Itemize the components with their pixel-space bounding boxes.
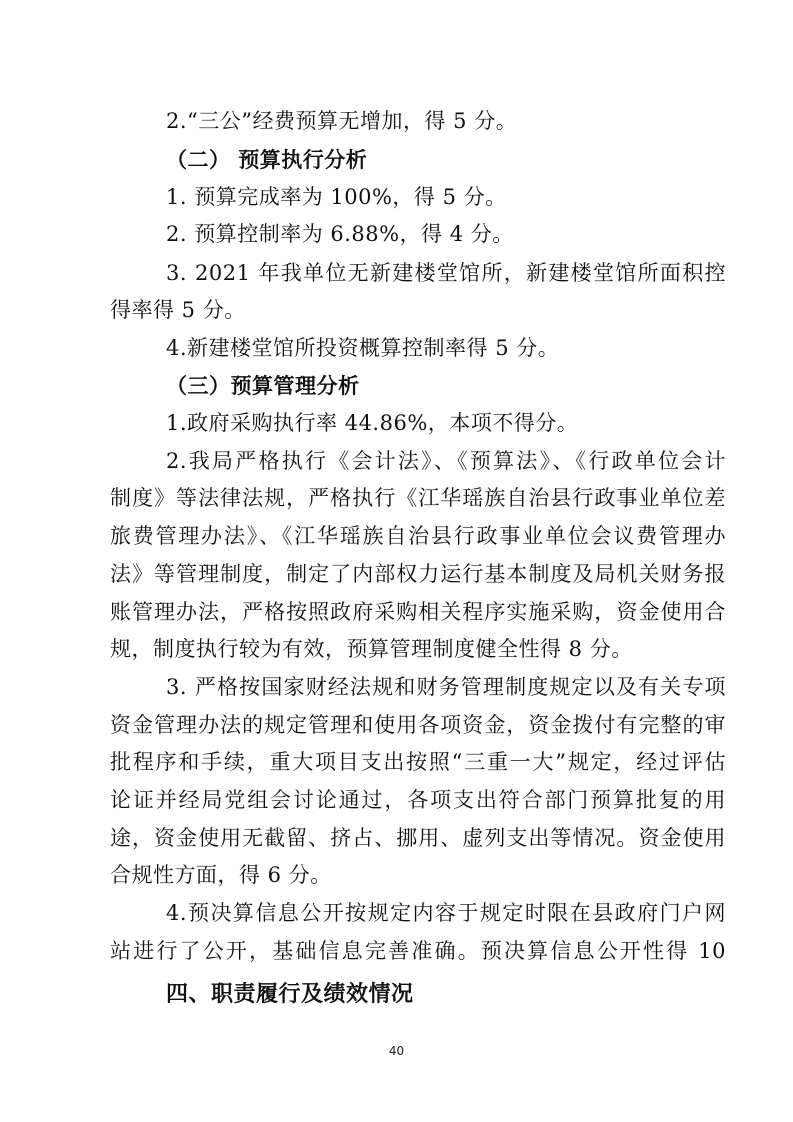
page-number: 40 bbox=[388, 1044, 405, 1058]
section-heading: （三）预算管理分析 bbox=[166, 374, 360, 398]
text-line: 4.新建楼堂馆所投资概算控制率得 5 分。 bbox=[166, 336, 560, 360]
text-line: 论证并经局党组会讨论通过，各项支出符合部门预算批复的用 bbox=[110, 788, 726, 812]
chapter-heading: 四、职责履行及绩效情况 bbox=[166, 982, 414, 1007]
text-line: 合规性方面，得 6 分。 bbox=[110, 863, 332, 887]
text-line: 账管理办法，严格按照政府采购相关程序实施采购，资金使用合 bbox=[110, 600, 726, 624]
text-line: 法》等管理制度，制定了内部权力运行基本制度及局机关财务报 bbox=[110, 562, 726, 586]
text-line: 2.我局严格执行《会计法》、《预算法》、《行政单位会计 bbox=[166, 449, 726, 473]
text-line: 3. 严格按国家财经法规和财务管理制度规定以及有关专项 bbox=[166, 675, 726, 699]
text-line: 得率得 5 分。 bbox=[110, 298, 246, 322]
text-line: 1. 预算完成率为 100%，得 5 分。 bbox=[166, 185, 507, 209]
text-line: 制度》等法律法规，严格执行《江华瑶族自治县行政事业单位差 bbox=[110, 486, 726, 510]
text-line: 站进行了公开，基础信息完善准确。预决算信息公开性得 10 bbox=[110, 939, 726, 963]
section-heading: （二） 预算执行分析 bbox=[166, 148, 368, 172]
text-line: 资金管理办法的规定管理和使用各项资金，资金拨付有完整的审 bbox=[110, 713, 726, 737]
text-line: 途，资金使用无截留、挤占、挪用、虚列支出等情况。资金使用 bbox=[110, 826, 726, 850]
text-line: 4.预决算信息公开按规定内容于规定时限在县政府门户网 bbox=[166, 901, 726, 925]
text-line: 批程序和手续，重大项目支出按照“三重一大”规定，经过评估 bbox=[110, 750, 726, 774]
text-line: 规，制度执行较为有效，预算管理制度健全性得 8 分。 bbox=[110, 637, 633, 661]
text-line: 旅费管理办法》、《江华瑶族自治县行政事业单位会议费管理办 bbox=[110, 524, 726, 548]
text-line: 2. 预算控制率为 6.88%，得 4 分。 bbox=[166, 222, 514, 246]
text-line: 3. 2021 年我单位无新建楼堂馆所，新建楼堂馆所面积控 bbox=[166, 261, 726, 285]
text-line: 1.政府采购执行率 44.86%，本项不得分。 bbox=[166, 411, 579, 435]
text-line: 2.“三公”经费预算无增加，得 5 分。 bbox=[166, 109, 518, 133]
